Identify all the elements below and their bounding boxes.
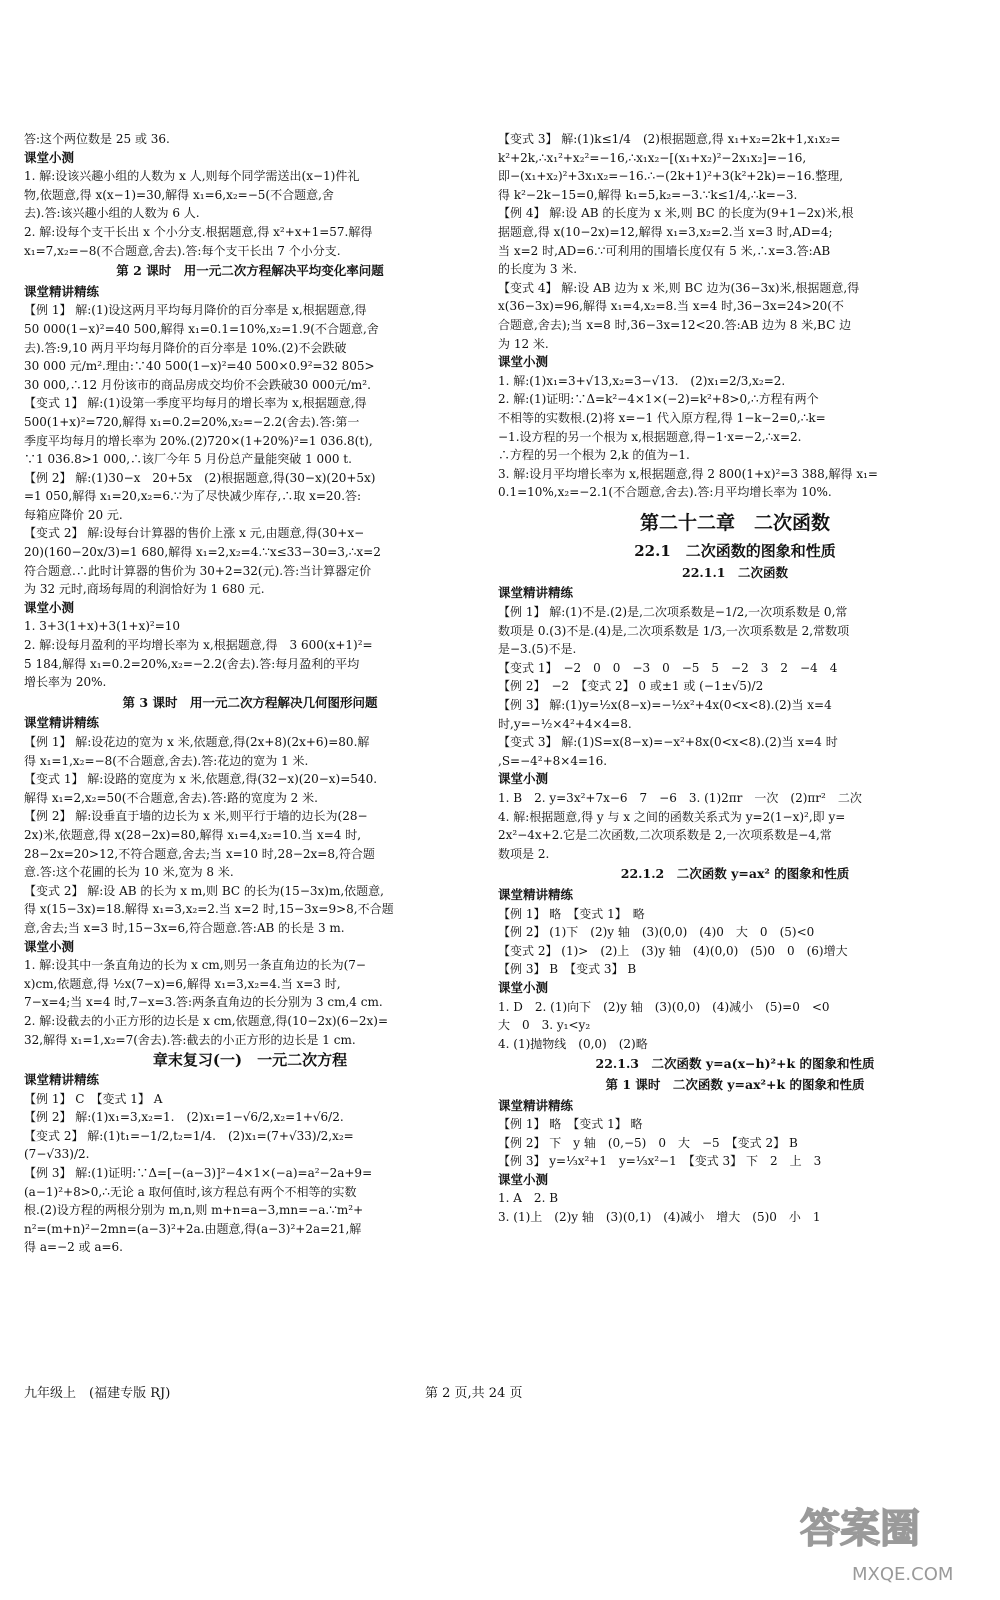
right-section-heading: 课堂小测	[498, 354, 549, 370]
right-text-line: 的长度为 3 米.	[498, 262, 578, 277]
left-text-line: 【变式 2】 解:设 AB 的长为 x m,则 BC 的长为(15−3x)m,依题意,	[24, 883, 384, 898]
left-text-line: 答:这个两位数是 25 或 36.	[24, 132, 170, 146]
left-text-line: n²=(m+n)²−2mn=(a−3)²+2a.由题意,得(a−3)²+2a=21,解	[24, 1221, 362, 1236]
watermark-logo-text: 答案圈	[800, 1506, 920, 1552]
left-section-heading: 课堂精讲精练	[24, 715, 100, 731]
left-text-line: 【例 3】 解:(1)证明:∵Δ=[−(a−3)]²−4×1×(−a)=a²−2a+9=	[24, 1166, 373, 1181]
right-text-line: 2x²−4x+2.它是二次函数,二次项系数是 2,一次项系数是−4,常	[498, 828, 832, 843]
left-text-line: 【例 1】 解:(1)设这两月平均每月降价的百分率是 x,根据题意,得	[24, 303, 367, 318]
right-text-line: ,S=−4²+8×4=16.	[498, 753, 608, 768]
right-text-line: 【变式 2】 (1)> (2)上 (3)y 轴 (4)(0,0) (5)0 0 (6)增大	[498, 943, 848, 958]
right-text-line: 不相等的实数根.(2)将 x=−1 代入原方程,得 1−k−2=0,∴k=	[498, 410, 826, 425]
left-text-line: 季度平均每月的增长率为 20%.(2)720×(1+20%)²=1 036.8(t),	[24, 433, 373, 448]
right-text-line: 【例 1】 略 【变式 1】 略	[498, 1117, 643, 1132]
left-text-line: 20)(160−20x/3)=1 680,解得 x₁=2,x₂=4.∵x≤33−30=3,∴x=2	[24, 545, 381, 560]
right-lesson-title: 22.1.2 二次函数 y=ax² 的图象和性质	[620, 866, 850, 882]
left-text-line: 【例 1】 C 【变式 1】 A	[24, 1091, 163, 1106]
right-text-line: ∴方程的另一个根为 2,k 的值为−1.	[498, 448, 690, 463]
right-text-line: 【变式 3】 解:(1)k≤1/4 (2)根据题意,得 x₁+x₂=2k+1,x₁x₂=	[498, 132, 841, 146]
right-text-line: 【例 3】 解:(1)y=½x(8−x)=−½x²+4x(0<x<8).(2)当 x=4	[498, 698, 832, 713]
right-chapter-title: 第二十二章 二次函数	[639, 511, 830, 534]
right-text-line: k²+2k,∴x₁²+x₂²=−16,∴x₁x₂−[(x₁+x₂)²−2x₁x₂]=−16,	[498, 150, 807, 165]
left-text-line: 为 32 元时,商场每周的利润恰好为 1 680 元.	[24, 582, 265, 597]
left-text-line: 物,依题意,得 x(x−1)=30,解得 x₁=6,x₂=−5(不合题意,舍	[24, 187, 334, 202]
right-text-line: 为 12 米.	[498, 336, 549, 351]
right-text-line: 【例 2】 (1)下 (2)y 轴 (3)(0,0) (4)0 大 0 (5)<0	[498, 925, 815, 940]
left-text-line: 【变式 2】 解:(1)t₁=−1/2,t₂=1/4. (2)x₁=(7+√33)/2,x₂=	[24, 1128, 354, 1143]
right-section-heading: 课堂小测	[498, 771, 549, 787]
left-text-line: 1. 解:设该兴趣小组的人数为 x 人,则每个同学需送出(x−1)件礼	[24, 169, 360, 184]
left-text-line: 28−2x=20>12,不符合题意,舍去;当 x=10 时,28−2x=8,符合题	[24, 846, 375, 861]
right-text-line: 【例 1】 略 【变式 1】 略	[498, 906, 645, 921]
right-text-line: 1. D 2. (1)向下 (2)y 轴 (3)(0,0) (4)减小 (5)=0 <0	[498, 999, 830, 1014]
right-text-line: 【变式 3】 解:(1)S=x(8−x)=−x²+8x(0<x<8).(2)当 x=4 时	[498, 735, 838, 750]
left-lesson-title: 第 2 课时 用一元二次方程解决平均变化率问题	[116, 263, 384, 279]
left-text-line: 得 x₁=1,x₂=−8(不合题意,舍去).答:花边的宽为 1 米.	[24, 753, 309, 768]
left-section-heading: 课堂小测	[24, 599, 75, 615]
right-section-heading: 课堂精讲精练	[498, 585, 574, 601]
right-section-heading: 课堂精讲精练	[498, 1097, 574, 1113]
left-section-heading: 课堂小测	[24, 149, 75, 165]
right-text-line: 0.1=10%,x₂=−2.1(不合题意,舍去).答:月平均增长率为 10%.	[498, 485, 832, 500]
right-text-line: 【例 3】 y=⅓x²+1 y=⅓x²−1 【变式 3】 下 2 上 3	[498, 1154, 822, 1169]
right-text-line: 当 x=2 时,AD=6.∵可利用的围墙长度仅有 5 米,∴x=3.答:AB	[498, 243, 831, 258]
right-text-line: 【变式 4】 解:设 AB 边为 x 米,则 BC 边为(36−3x)米,根据题意,得	[498, 280, 860, 295]
left-lesson-title: 第 3 课时 用一元二次方程解决几何图形问题	[122, 694, 378, 710]
right-text-line: 合题意,舍去);当 x=8 时,36−3x=12<20.答:AB 边为 8 米,BC 边	[498, 317, 852, 332]
right-text-line: 【例 4】 解:设 AB 的长度为 x 米,则 BC 的长度为(9+1−2x)米,根	[498, 206, 854, 221]
footer-page-number: 第 2 页,共 24 页	[425, 1386, 523, 1401]
right-text-line: 即−(x₁+x₂)²+3x₁x₂=−16.∴−(2k+1)²+3(k²+2k)=−16.整理,	[498, 169, 844, 184]
left-text-line: 2x)米,依题意,得 x(28−2x)=80,解得 x₁=4,x₂=10.当 x=4 时,	[24, 827, 362, 842]
left-text-line: 1. 解:设其中一条直角边的长为 x cm,则另一条直角边的长为(7−	[24, 958, 366, 973]
right-text-line: 【变式 1】 −2 0 0 −3 0 −5 5 −2 3 2 −4 4	[498, 660, 838, 675]
right-text-line: −1.设方程的另一个根为 x,根据题意,得−1·x=−2,∴x=2.	[498, 429, 802, 444]
right-text-line: 1. B 2. y=3x²+7x−6 7 −6 3. (1)2πr 一次 (2)πr² 二次	[498, 791, 862, 805]
left-text-line: 【例 2】 解:设垂直于墙的边长为 x 米,则平行于墙的边长为(28−	[24, 809, 368, 824]
right-text-line: 2. 解:(1)证明:∵Δ=k²−4×1×(−2)=k²+8>0,∴方程有两个	[498, 392, 819, 407]
left-text-line: 得 x(15−3x)=18.解得 x₁=3,x₂=2.当 x=2 时,15−3x=9>8,不合题	[24, 902, 394, 917]
right-text-line: 据题意,得 x(10−2x)=12,解得 x₁=3,x₂=2.当 x=3 时,AD=4;	[498, 224, 833, 239]
left-text-line: 5 184,解得 x₁=0.2=20%,x₂=−2.2(舍去).答:每月盈利的平均	[24, 656, 360, 671]
right-text-line: 1. 解:(1)x₁=3+√13,x₂=3−√13. (2)x₁=2/3,x₂=2.	[498, 373, 786, 388]
left-text-line: 增长率为 20%.	[24, 675, 107, 690]
left-text-line: 【变式 1】 解:(1)设第一季度平均每月的增长率为 x,根据题意,得	[24, 396, 367, 411]
left-text-line: 2. 解:设每个支干长出 x 个小分支.根据题意,得 x²+x+1=57.解得	[24, 224, 373, 239]
left-text-line: 【例 2】 解:(1)30−x 20+5x (2)根据题意,得(30−x)(20+5x)	[24, 470, 376, 485]
left-text-line: ∵1 036.8>1 000,∴该厂今年 5 月份总产量能突破 1 000 t.	[24, 452, 352, 467]
right-column	[498, 130, 972, 1227]
left-text-line: 1. 3+3(1+x)+3(1+x)²=10	[24, 619, 181, 634]
left-text-line: 【变式 2】 解:设每台计算器的售价上涨 x 元,由题意,得(30+x−	[24, 526, 365, 541]
watermark-logo	[790, 1490, 980, 1590]
left-text-line: 30 000 元/m².理由:∵40 500(1−x)²=40 500×0.9²=32 805>	[24, 359, 375, 374]
left-text-line: 50 000(1−x)²=40 500,解得 x₁=0.1=10%,x₂=1.9(不合题意,舍	[24, 321, 379, 336]
watermark-url: MXQE.COM	[852, 1564, 954, 1585]
left-section-heading: 课堂精讲精练	[24, 283, 100, 299]
left-text-line: 每箱应降价 20 元.	[24, 507, 123, 522]
left-text-line: 根.(2)设方程的两根分别为 m,n,则 m+n=a−3,mn=−a.∵m²+	[24, 1203, 364, 1218]
left-text-line: 符合题意.∴此时计算器的售价为 30+2=32(元).答:当计算器定价	[24, 563, 372, 578]
left-text-line: 【例 1】 解:设花边的宽为 x 米,依题意,得(2x+8)(2x+6)=80.解	[24, 735, 370, 749]
left-text-line: x₁=7,x₂=−8(不合题意,舍去).答:每个支干长出 7 个小分支.	[24, 243, 341, 258]
left-text-line: 【例 2】 解:(1)x₁=3,x₂=1. (2)x₁=1−√6/2,x₂=1+√6/2.	[24, 1110, 344, 1125]
right-text-line: 【例 3】 B 【变式 3】 B	[498, 962, 637, 977]
left-section-heading: 课堂精讲精练	[24, 1072, 100, 1088]
left-text-line: 32,解得 x₁=1,x₂=7(舍去).答:截去的小正方形的边长是 1 cm.	[24, 1032, 356, 1047]
left-text-line: (a−1)²+8>0,∴无论 a 取何值时,该方程总有两个不相等的实数	[24, 1184, 357, 1199]
right-text-line: 4. 解:根据题意,得 y 与 x 之间的函数关系式为 y=2(1−x)²,即 y=	[498, 809, 846, 824]
left-section-title: 章末复习(一) 一元二次方程	[152, 1051, 348, 1070]
right-text-line: 大 0 3. y₁<y₂	[498, 1018, 591, 1033]
right-text-line: x(36−3x)=96,解得 x₁=4,x₂=8.当 x=4 时,36−3x=24>20(不	[498, 299, 844, 314]
left-section-heading: 课堂小测	[24, 938, 75, 954]
right-text-line: 【例 1】 解:(1)不是.(2)是,二次项系数是−1/2,一次项系数是 0,常	[498, 605, 848, 620]
right-section-heading: 课堂精讲精练	[498, 886, 574, 902]
right-text-line: 4. (1)抛物线 (0,0) (2)略	[498, 1036, 648, 1051]
right-text-line: 数项是 0.(3)不是.(4)是,二次项系数是 1/3,一次项系数是 2,常数项	[498, 623, 850, 638]
right-text-line: 得 k²−2k−15=0,解得 k₁=5,k₂=−3.∵k≤1/4,∴k=−3.	[498, 187, 798, 202]
right-text-line: 是−3.(5)不是.	[498, 642, 577, 657]
left-text-line: 7−x=4;当 x=4 时,7−x=3.答:两条直角边的长分别为 3 cm,4 cm.	[24, 995, 383, 1010]
right-text-line: 1. A 2. B	[498, 1191, 559, 1206]
left-text-line: 2. 解:设每月盈利的平均增长率为 x,根据题意,得 3 600(x+1)²=	[24, 638, 373, 653]
left-text-line: 去).答:9,10 两月平均每月降价的百分率是 10%.(2)不会跌破	[24, 340, 347, 355]
left-text-line: 30 000,∴12 月份该市的商品房成交均价不会跌破30 000元/m².	[24, 377, 371, 392]
right-text-line: 【例 2】 下 y 轴 (0,−5) 0 大 −5 【变式 2】 B	[498, 1135, 798, 1150]
left-text-line: 500(1+x)²=720,解得 x₁=0.2=20%,x₂=−2.2(舍去).答:第一	[24, 414, 360, 429]
footer-grade-edition: 九年级上 (福建专版 RJ)	[24, 1386, 171, 1401]
left-text-line: (7−√33)/2.	[24, 1147, 90, 1162]
right-section-heading: 课堂小测	[498, 1171, 549, 1187]
left-column	[24, 130, 476, 1257]
left-text-line: 意.答:这个花圃的长为 10 米,宽为 8 米.	[24, 865, 234, 880]
left-text-line: 2. 解:设截去的小正方形的边长是 x cm,依题意,得(10−2x)(6−2x)=	[24, 1013, 389, 1028]
left-text-line: 【变式 1】 解:设路的宽度为 x 米,依题意,得(32−x)(20−x)=540.	[24, 772, 378, 787]
right-lesson-title: 22.1.3 二次函数 y=a(x−h)²+k 的图象和性质	[595, 1056, 875, 1072]
left-text-line: 解得 x₁=2,x₂=50(不合题意,舍去).答:路的宽度为 2 米.	[24, 790, 318, 805]
right-lesson-title: 22.1.1 二次函数	[682, 564, 788, 580]
right-lesson-title: 第 1 课时 二次函数 y=ax²+k 的图象和性质	[605, 1076, 865, 1092]
left-text-line: x)cm,依题意,得 ½x(7−x)=6,解得 x₁=3,x₂=4.当 x=3 时,	[24, 976, 341, 991]
right-text-line: 时,y=−½×4²+4×4=8.	[498, 716, 632, 731]
right-text-line: 数项是 2.	[498, 846, 550, 861]
right-text-line: 3. (1)上 (2)y 轴 (3)(0,1) (4)减小 增大 (5)0 小 1	[498, 1210, 821, 1225]
left-text-line: 得 a=−2 或 a=6.	[24, 1240, 124, 1255]
left-text-line: 意,舍去;当 x=3 时,15−3x=6,符合题意.答:AB 的长是 3 m.	[24, 920, 345, 935]
right-section-heading: 课堂小测	[498, 979, 549, 995]
left-text-line: =1 050,解得 x₁=20,x₂=6.∵为了尽快减少库存,∴取 x=20.答:	[24, 489, 362, 504]
right-text-line: 3. 解:设月平均增长率为 x,根据题意,得 2 800(1+x)²=3 388,解得 x₁=	[498, 466, 878, 481]
left-text-line: 去).答:该兴趣小组的人数为 6 人.	[24, 206, 200, 221]
right-section-title: 22.1 二次函数的图象和性质	[634, 541, 836, 560]
right-text-line: 【例 2】 −2 【变式 2】 0 或±1 或 (−1±√5)/2	[498, 679, 764, 694]
